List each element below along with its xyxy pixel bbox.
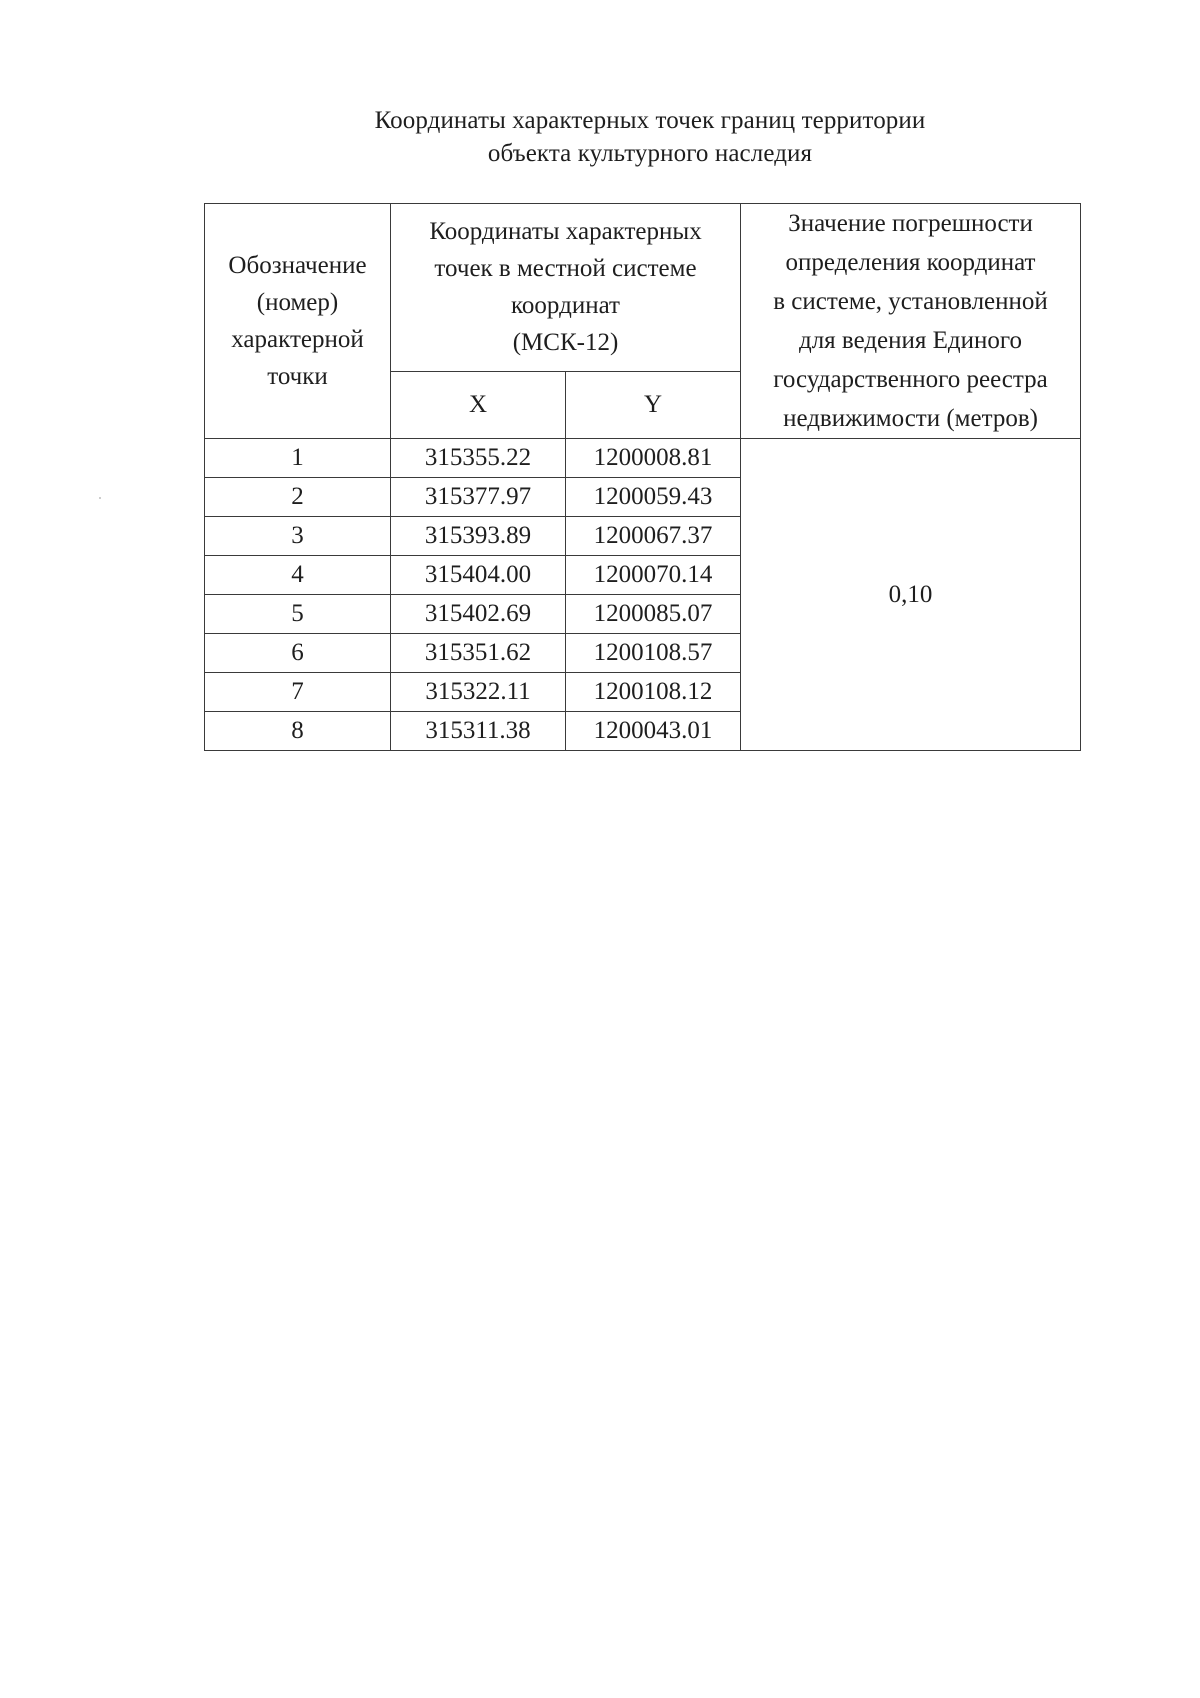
point-id-cell: 3: [205, 517, 391, 556]
x-cell: 315402.69: [391, 595, 566, 634]
x-cell: 315377.97: [391, 478, 566, 517]
error-value-cell: 0,10: [741, 439, 1081, 751]
x-cell: 315322.11: [391, 673, 566, 712]
table-row: [205, 439, 1081, 478]
header-y: Y: [566, 371, 741, 438]
y-cell: 1200085.07: [566, 595, 741, 634]
point-id-cell: 8: [205, 712, 391, 751]
header-error: Значение погрешности определения координат в системе, установленной для ведения Единого государственного реестра недвижимости (метров): [741, 204, 1081, 439]
y-cell: 1200070.14: [566, 556, 741, 595]
x-cell: 315311.38: [391, 712, 566, 751]
header-coordinates: Координаты характерных точек в местной системе координат (МСК-12): [391, 204, 741, 372]
title-line-2: объекта культурного наследия: [487, 140, 813, 167]
header-x: X: [391, 371, 566, 438]
y-cell: 1200059.43: [566, 478, 741, 517]
header-point-id: Обозначение (номер) характерной точки: [205, 204, 391, 439]
title-line-1: Координаты характерных точек границ территории: [374, 107, 926, 134]
y-cell: 1200008.81: [566, 439, 741, 478]
scan-speck: [99, 497, 101, 499]
point-id-cell: 7: [205, 673, 391, 712]
table-header-row: [205, 204, 1081, 372]
page-title: [0, 104, 1200, 170]
point-id-cell: 6: [205, 634, 391, 673]
coordinates-table: [204, 203, 1081, 751]
y-cell: 1200108.12: [566, 673, 741, 712]
x-cell: 315393.89: [391, 517, 566, 556]
y-cell: 1200108.57: [566, 634, 741, 673]
point-id-cell: 1: [205, 439, 391, 478]
point-id-cell: 5: [205, 595, 391, 634]
x-cell: 315351.62: [391, 634, 566, 673]
point-id-cell: 4: [205, 556, 391, 595]
x-cell: 315355.22: [391, 439, 566, 478]
x-cell: 315404.00: [391, 556, 566, 595]
y-cell: 1200043.01: [566, 712, 741, 751]
y-cell: 1200067.37: [566, 517, 741, 556]
point-id-cell: 2: [205, 478, 391, 517]
